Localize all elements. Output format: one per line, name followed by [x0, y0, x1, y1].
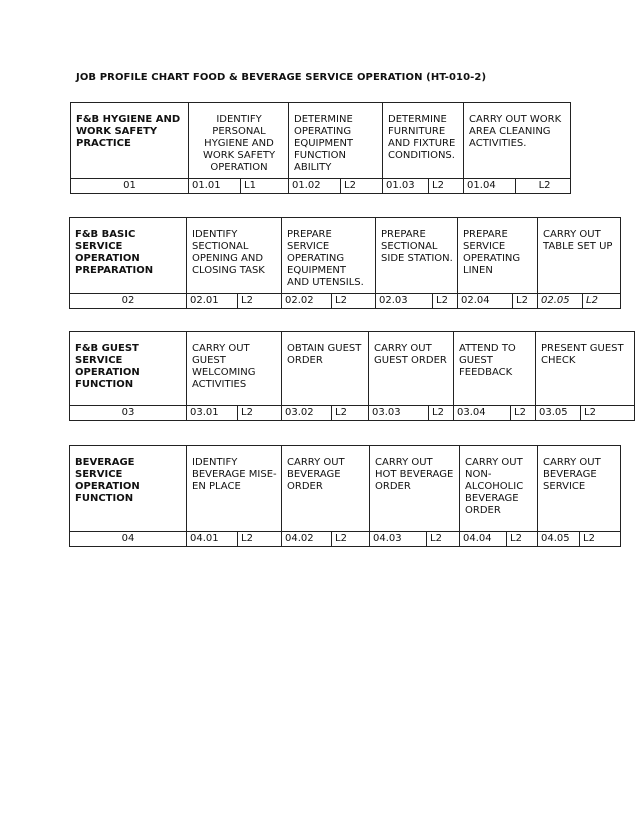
- task-code: 02.01: [187, 294, 238, 309]
- task-description: PREPARE SECTIONAL SIDE STATION.: [376, 218, 458, 294]
- duty-title: F&B GUEST SERVICE OPERATION FUNCTION: [70, 332, 187, 406]
- task-description: PREPARE SERVICE OPERATING EQUIPMENT AND UTENSILS.: [282, 218, 376, 294]
- task-description: CARRY OUT GUEST ORDER: [369, 332, 454, 406]
- task-level: L2: [427, 532, 460, 547]
- page-title: JOB PROFILE CHART FOOD & BEVERAGE SERVICE OPERATION (HT-010-2): [76, 72, 487, 83]
- task-level: L2: [583, 294, 621, 309]
- task-code: 04.03: [370, 532, 427, 547]
- task-level: L2: [516, 179, 571, 194]
- task-level: L2: [429, 179, 464, 194]
- task-description: ATTEND TO GUEST FEEDBACK: [454, 332, 536, 406]
- task-code: 03.03: [369, 406, 429, 421]
- task-code: 02.05: [538, 294, 583, 309]
- task-description: CARRY OUT NON-ALCOHOLIC BEVERAGE ORDER: [460, 446, 538, 532]
- duty-number: 01: [71, 179, 189, 194]
- duty-title: F&B BASIC SERVICE OPERATION PREPARATION: [70, 218, 187, 294]
- task-description: DETERMINE OPERATING EQUIPMENT FUNCTION ABILITY: [289, 103, 383, 179]
- task-description: IDENTIFY SECTIONAL OPENING AND CLOSING TASK: [187, 218, 282, 294]
- task-description: IDENTIFY PERSONAL HYGIENE AND WORK SAFETY OPERATION: [189, 103, 289, 179]
- task-code: 04.05: [538, 532, 580, 547]
- task-description: CARRY OUT HOT BEVERAGE ORDER: [370, 446, 460, 532]
- task-level: L2: [580, 532, 621, 547]
- task-level: L2: [433, 294, 458, 309]
- duty-table-04: [69, 445, 621, 547]
- task-level: L2: [511, 406, 536, 421]
- task-level: L2: [238, 532, 282, 547]
- task-level: L2: [341, 179, 383, 194]
- task-code: 01.02: [289, 179, 341, 194]
- task-description: IDENTIFY BEVERAGE MISE-EN PLACE: [187, 446, 282, 532]
- task-code: 04.01: [187, 532, 238, 547]
- task-code: 02.04: [458, 294, 513, 309]
- task-level: L2: [429, 406, 454, 421]
- task-code: 01.04: [464, 179, 516, 194]
- task-code: 02.02: [282, 294, 332, 309]
- task-description: CARRY OUT BEVERAGE SERVICE: [538, 446, 621, 532]
- task-code: 01.01: [189, 179, 241, 194]
- task-level: L2: [332, 406, 369, 421]
- duty-number: 04: [70, 532, 187, 547]
- duty-table-02: [69, 217, 621, 309]
- duty-title: F&B HYGIENE AND WORK SAFETY PRACTICE: [71, 103, 189, 179]
- task-description: PRESENT GUEST CHECK: [536, 332, 635, 406]
- duty-number: 02: [70, 294, 187, 309]
- task-code: 01.03: [383, 179, 429, 194]
- task-code: 03.05: [536, 406, 581, 421]
- task-code: 02.03: [376, 294, 433, 309]
- duty-number: 03: [70, 406, 187, 421]
- task-description: OBTAIN GUEST ORDER: [282, 332, 369, 406]
- task-code: 04.02: [282, 532, 332, 547]
- task-code: 03.02: [282, 406, 332, 421]
- task-level: L2: [238, 406, 282, 421]
- task-description: CARRY OUT BEVERAGE ORDER: [282, 446, 370, 532]
- task-level: L2: [332, 532, 370, 547]
- task-code: 03.04: [454, 406, 511, 421]
- task-level: L2: [581, 406, 635, 421]
- task-level: L2: [513, 294, 538, 309]
- duty-table-03: [69, 331, 635, 421]
- task-description: CARRY OUT TABLE SET UP: [538, 218, 621, 294]
- duty-title: BEVERAGE SERVICE OPERATION FUNCTION: [70, 446, 187, 532]
- task-description: CARRY OUT WORK AREA CLEANING ACTIVITIES.: [464, 103, 571, 179]
- task-level: L1: [241, 179, 289, 194]
- task-code: 04.04: [460, 532, 507, 547]
- task-description: PREPARE SERVICE OPERATING LINEN: [458, 218, 538, 294]
- task-description: DETERMINE FURNITURE AND FIXTURE CONDITIONS.: [383, 103, 464, 179]
- task-code: 03.01: [187, 406, 238, 421]
- task-level: L2: [238, 294, 282, 309]
- task-level: L2: [507, 532, 538, 547]
- task-level: L2: [332, 294, 376, 309]
- duty-table-01: [70, 102, 571, 194]
- task-description: CARRY OUT GUEST WELCOMING ACTIVITIES: [187, 332, 282, 406]
